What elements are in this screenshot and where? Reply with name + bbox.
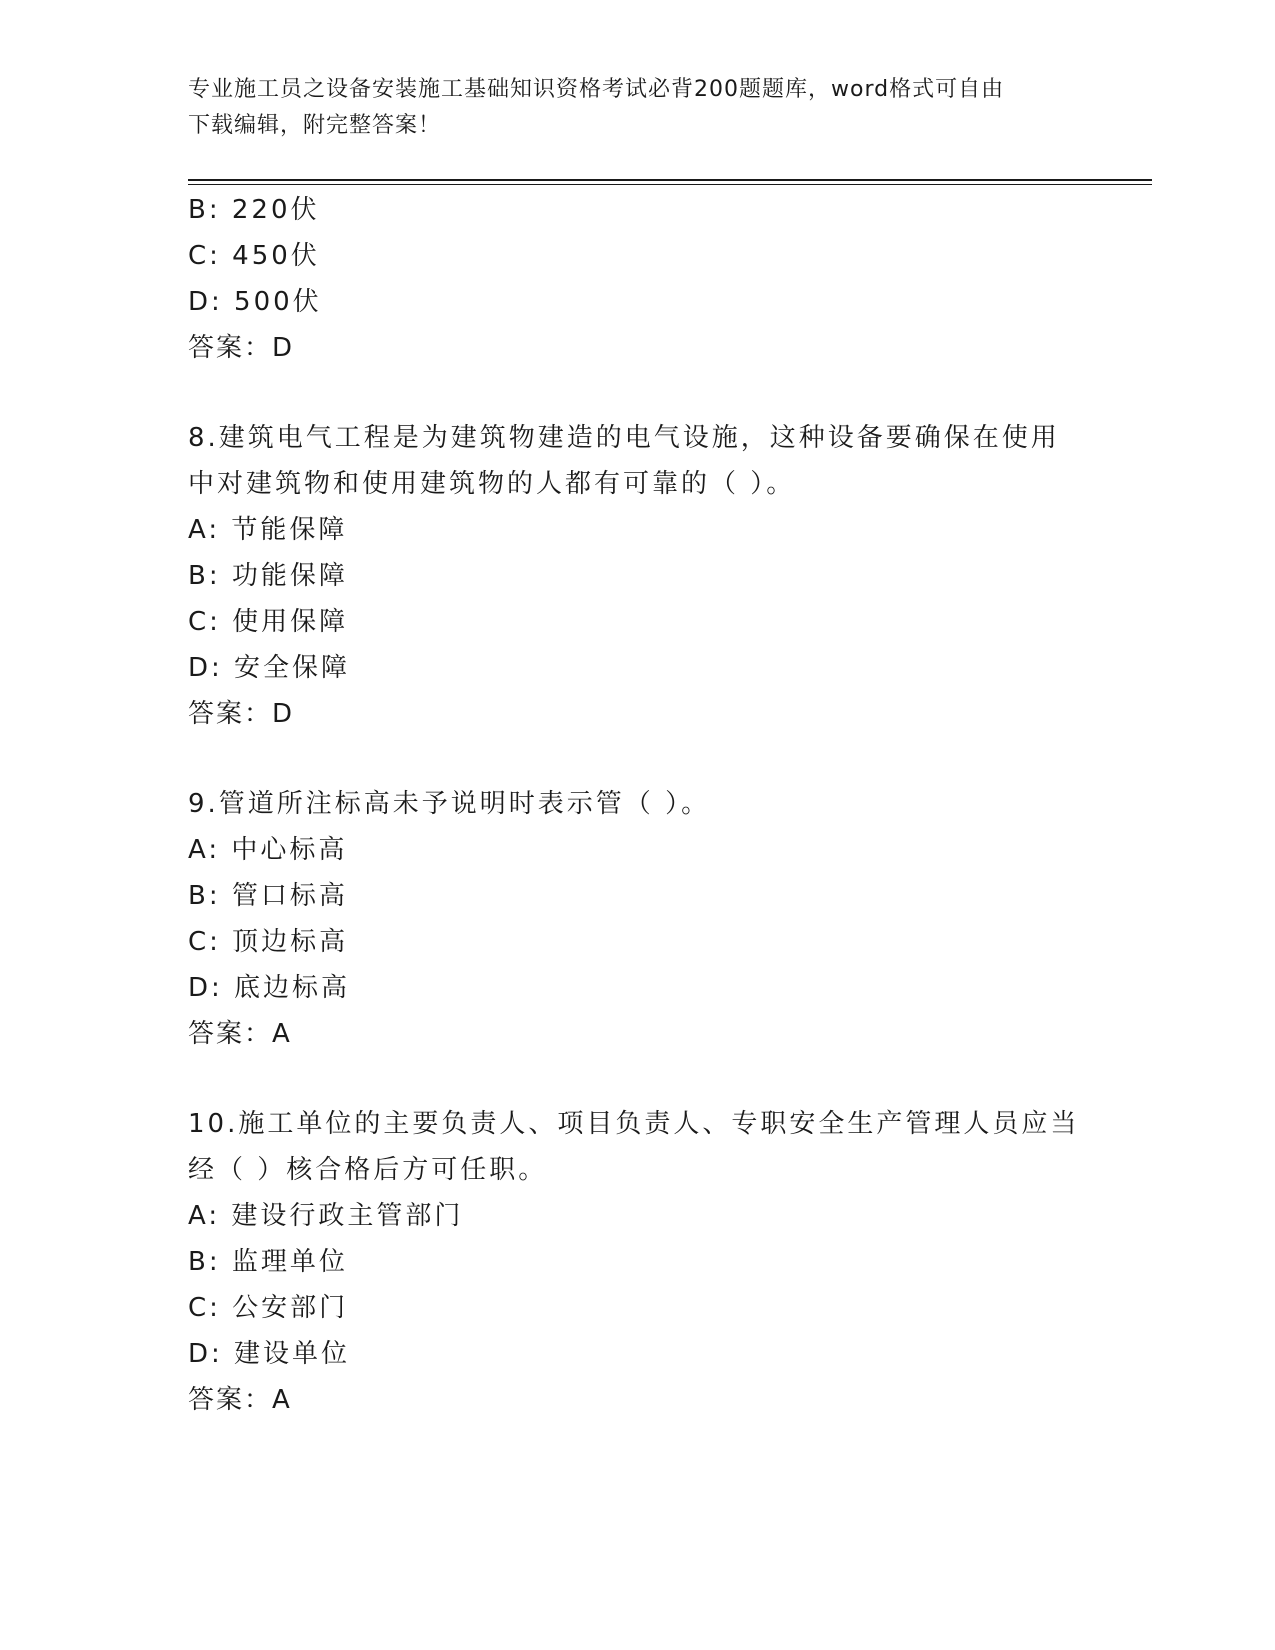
header-divider [188,179,1152,185]
question-stem-line-2: 经（ ）核合格后方可任职。 [188,1155,548,1185]
question-7-tail [188,187,1088,371]
question-8 [188,415,1088,737]
option-d: D: 安全保障 [188,653,351,683]
question-list [188,187,1088,1423]
answer: 答案：A [188,1385,292,1415]
question-stem-line-2: 中对建筑物和使用建筑物的人都有可靠的（ ）。 [188,469,796,499]
option-a: A: 建设行政主管部门 [188,1201,464,1231]
answer: 答案：D [188,699,295,729]
header-line-1: 专业施工员之设备安装施工基础知识资格考试必背200题题库，word格式可自由 [188,77,1005,102]
question-stem-line-1: 8.建筑电气工程是为建筑物建造的电气设施，这种设备要确保在使用 [188,423,1060,453]
option-d: D: 500伏 [188,287,322,317]
question-9 [188,781,1088,1057]
option-c: C: 顶边标高 [188,927,349,957]
question-stem-line-1: 10.施工单位的主要负责人、项目负责人、专职安全生产管理人员应当 [188,1109,1080,1139]
question-10 [188,1101,1088,1423]
answer: 答案：A [188,1019,292,1049]
option-c: C: 450伏 [188,241,320,271]
option-b: B: 监理单位 [188,1247,348,1277]
option-a: A: 节能保障 [188,515,348,545]
option-c: C: 使用保障 [188,607,349,637]
option-b: B: 管口标高 [188,881,348,911]
document-header [188,72,1088,144]
header-line-2: 下载编辑，附完整答案！ [188,113,442,138]
question-stem-line-1: 9.管道所注标高未予说明时表示管（ ）。 [188,789,711,819]
option-d: D: 建设单位 [188,1339,351,1369]
option-b: B: 220伏 [188,195,320,225]
option-c: C: 公安部门 [188,1293,349,1323]
option-d: D: 底边标高 [188,973,351,1003]
answer: 答案：D [188,333,295,363]
option-b: B: 功能保障 [188,561,348,591]
option-a: A: 中心标高 [188,835,348,865]
